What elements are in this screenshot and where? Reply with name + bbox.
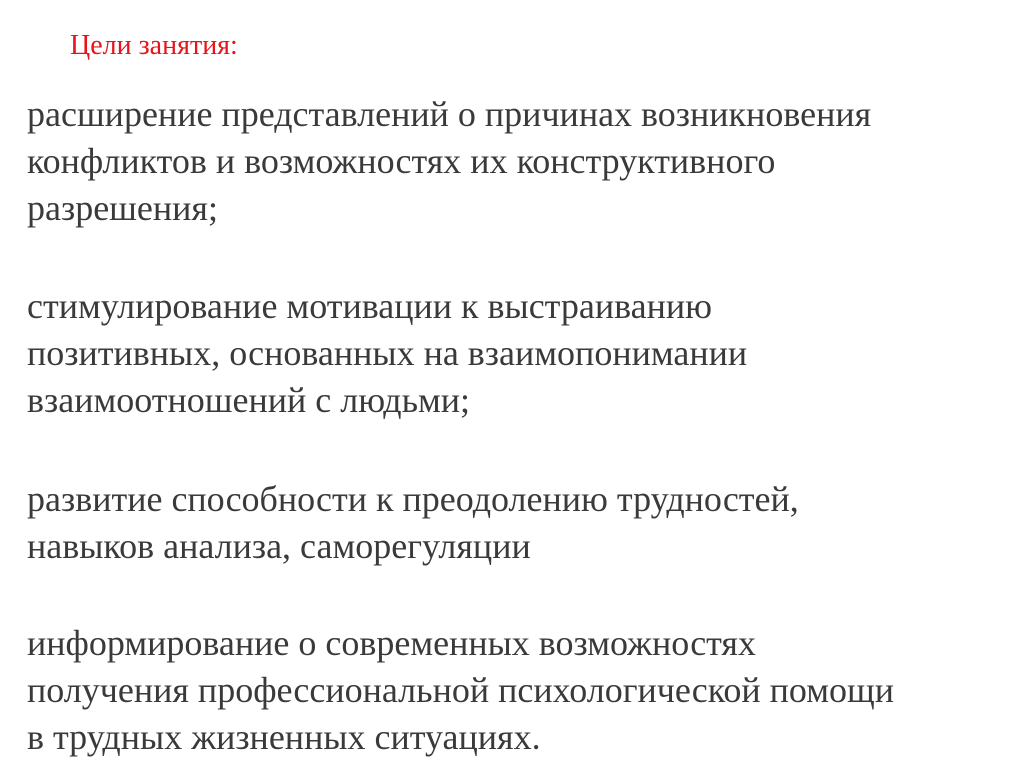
goal-item-help-information: информирование о современных возможностях получения профессиональной психологической помощи в трудных жизненных ситуациях.	[27, 623, 894, 757]
goal-item-conflict-understanding: расширение представлений о причинах возникновения конфликтов и возможностях их конструктивного разрешения;	[27, 94, 872, 228]
goal-item-skills-development: развитие способности к преодолению трудностей, навыков анализа, саморегуляции	[27, 479, 799, 566]
slide-title: Цели занятия:	[70, 30, 238, 61]
goal-item-motivation: стимулирование мотивации к выстраиванию позитивных, основанных на взаимопонимании взаимоотношений с людьми;	[27, 286, 748, 420]
